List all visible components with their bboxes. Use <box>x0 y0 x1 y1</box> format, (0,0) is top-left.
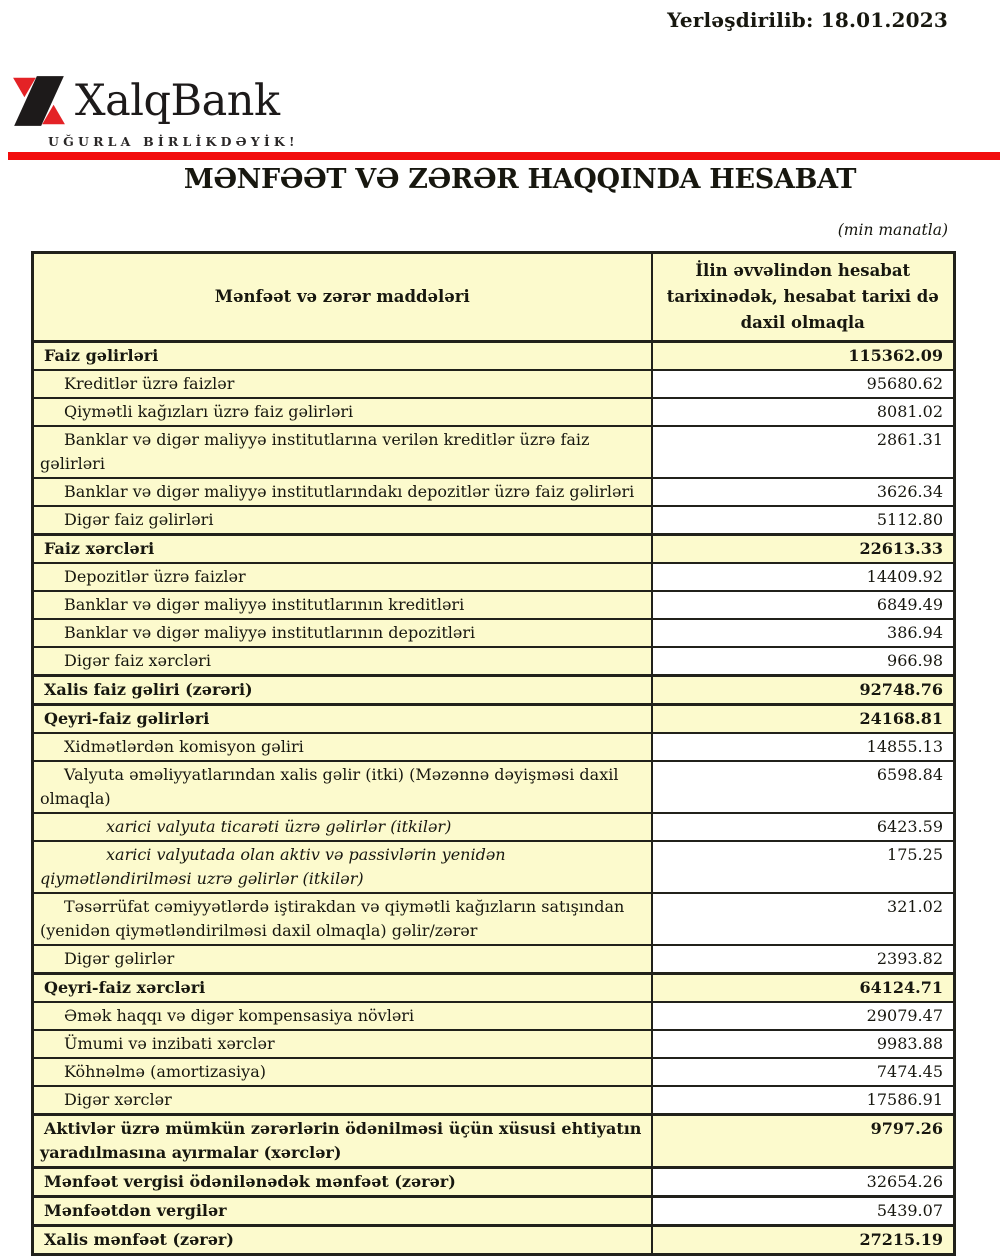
row-label: Xalis faiz gəliri (zərəri) <box>33 676 652 705</box>
table-row <box>33 342 955 371</box>
row-label: Banklar və digər maliyyə institutlarına verilən kreditlər üzrə faiz gəlirləri <box>33 426 652 478</box>
row-value: 3626.34 <box>652 478 955 506</box>
table-row <box>33 1115 955 1168</box>
row-label: Mənfəət vergisi ödənilənədək mənfəət (zərər) <box>33 1168 652 1197</box>
row-label: Təsərrüfat cəmiyyətlərdə iştirakdan və qiymətli kağızların satışından (yenidən qiymətləndirilməsi daxil olmaqla) gəlir/zərər <box>33 893 652 945</box>
row-label: xarici valyutada olan aktiv və passivlərin yenidən qiymətləndirilməsi uzrə gəlirlər (itkilər) <box>33 841 652 893</box>
row-value: 64124.71 <box>652 974 955 1003</box>
pl-table-body <box>33 342 955 1255</box>
row-value: 2393.82 <box>652 945 955 974</box>
row-value: 8081.02 <box>652 398 955 426</box>
table-row <box>33 535 955 564</box>
row-value: 2861.31 <box>652 426 955 478</box>
row-label: Qeyri-faiz xərcləri <box>33 974 652 1003</box>
row-value: 6598.84 <box>652 761 955 813</box>
profit-loss-table <box>31 251 956 1256</box>
row-label: Əmək haqqı və digər kompensasiya növləri <box>33 1002 652 1030</box>
row-label: Banklar və digər maliyyə institutlarının depozitləri <box>33 619 652 647</box>
table-row <box>33 974 955 1003</box>
table-row <box>33 1168 955 1197</box>
table-row <box>33 619 955 647</box>
row-value: 92748.76 <box>652 676 955 705</box>
row-value: 7474.45 <box>652 1058 955 1086</box>
table-row <box>33 647 955 676</box>
row-value: 5112.80 <box>652 506 955 535</box>
row-value: 22613.33 <box>652 535 955 564</box>
table-row <box>33 370 955 398</box>
row-label: Qeyri-faiz gəlirləri <box>33 705 652 734</box>
table-row <box>33 705 955 734</box>
table-row <box>33 591 955 619</box>
row-label: Depozitlər üzrə faizlər <box>33 563 652 591</box>
row-label: Xalis mənfəət (zərər) <box>33 1226 652 1255</box>
row-label: Digər xərclər <box>33 1086 652 1115</box>
table-row <box>33 1058 955 1086</box>
table-row <box>33 841 955 893</box>
row-value: 386.94 <box>652 619 955 647</box>
red-divider <box>8 152 1000 160</box>
row-value: 6849.49 <box>652 591 955 619</box>
table-row <box>33 813 955 841</box>
table-row <box>33 733 955 761</box>
row-label: Digər faiz gəlirləri <box>33 506 652 535</box>
table-row <box>33 563 955 591</box>
table-row <box>33 398 955 426</box>
row-label: Mənfəətdən vergilər <box>33 1197 652 1226</box>
row-value: 321.02 <box>652 893 955 945</box>
row-label: Xidmətlərdən komisyon gəliri <box>33 733 652 761</box>
table-row <box>33 1002 955 1030</box>
table-row <box>33 893 955 945</box>
publish-date: Yerləşdirilib: 18.01.2023 <box>667 8 948 32</box>
table-row <box>33 506 955 535</box>
table-row <box>33 1086 955 1115</box>
table-row <box>33 478 955 506</box>
table-row <box>33 676 955 705</box>
xalqbank-logo-icon <box>12 76 66 126</box>
row-label: Kreditlər üzrə faizlər <box>33 370 652 398</box>
row-value: 175.25 <box>652 841 955 893</box>
table-row <box>33 1030 955 1058</box>
row-value: 14855.13 <box>652 733 955 761</box>
row-label: Banklar və digər maliyyə institutlarının kreditləri <box>33 591 652 619</box>
table-row <box>33 1226 955 1255</box>
unit-note: (min manatla) <box>837 221 948 239</box>
row-value: 9797.26 <box>652 1115 955 1168</box>
row-label: Ümumi və inzibati xərclər <box>33 1030 652 1058</box>
row-label: Valyuta əməliyyatlarından xalis gəlir (itki) (Məzənnə dəyişməsi daxil olmaqla) <box>33 761 652 813</box>
row-label: Köhnəlmə (amortizasiya) <box>33 1058 652 1086</box>
row-value: 32654.26 <box>652 1168 955 1197</box>
row-value: 17586.91 <box>652 1086 955 1115</box>
table-row <box>33 1197 955 1226</box>
logo-slogan: UĞURLA BİRLİKDƏYİK! <box>48 134 299 149</box>
table-row <box>33 945 955 974</box>
row-value: 5439.07 <box>652 1197 955 1226</box>
row-value: 24168.81 <box>652 705 955 734</box>
col-header-items: Mənfəət və zərər maddələri <box>33 253 652 342</box>
table-row <box>33 761 955 813</box>
page-title: MƏNFƏƏT VƏ ZƏRƏR HAQQINDA HESABAT <box>183 164 857 195</box>
col-header-period: İlin əvvəlindən hesabat tarixinədək, hesabat tarixi də daxil olmaqla <box>652 253 955 342</box>
row-label: Faiz xərcləri <box>33 535 652 564</box>
row-label: Banklar və digər maliyyə institutlarındakı depozitlər üzrə faiz gəlirləri <box>33 478 652 506</box>
logo-wordmark: XalqBank <box>75 76 280 126</box>
row-label: xarici valyuta ticarəti üzrə gəlirlər (itkilər) <box>33 813 652 841</box>
row-value: 115362.09 <box>652 342 955 371</box>
row-label: Faiz gəlirləri <box>33 342 652 371</box>
xalqbank-logo <box>12 76 299 149</box>
row-label: Qiymətli kağızları üzrə faiz gəlirləri <box>33 398 652 426</box>
table-header-row <box>33 253 955 342</box>
row-label: Digər gəlirlər <box>33 945 652 974</box>
row-value: 29079.47 <box>652 1002 955 1030</box>
row-value: 27215.19 <box>652 1226 955 1255</box>
row-value: 14409.92 <box>652 563 955 591</box>
row-label: Aktivlər üzrə mümkün zərərlərin ödənilməsi üçün xüsusi ehtiyatın yaradılmasına ayırmalar (xərclər) <box>33 1115 652 1168</box>
row-value: 6423.59 <box>652 813 955 841</box>
table-row <box>33 426 955 478</box>
row-label: Digər faiz xərcləri <box>33 647 652 676</box>
row-value: 95680.62 <box>652 370 955 398</box>
row-value: 966.98 <box>652 647 955 676</box>
row-value: 9983.88 <box>652 1030 955 1058</box>
